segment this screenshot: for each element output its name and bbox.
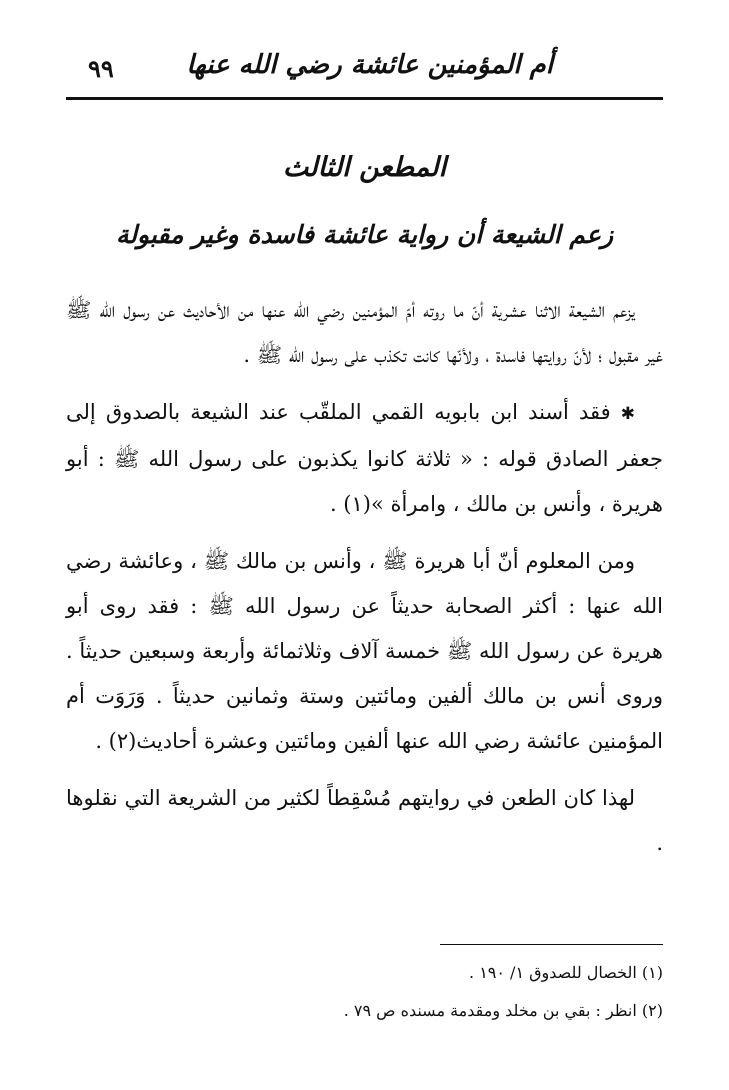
paragraph-2-text: فقد أسند ابن بابويه القمي الملقّب عند الشيعة بالصدوق إلى جعفر الصادق قوله : « ثلاثة كانوا يكذبون على رسول الله ﷺ : أبو هريرة ، وأنس بن مالك ، وامرأة »(١) . (66, 400, 663, 516)
section-heading: المطعن الثالث (282, 152, 447, 183)
paragraph-3: ومن المعلوم أنّ أبا هريرة ﷺ ، وأنس بن مالك ﷺ ، وعائشة رضي الله عنها : أكثر الصحابة حديثاً عن رسول الله ﷺ : فقد روى أبو هريرة عن رسول الله ﷺ خمسة آلاف وثلاثمائة وأربعة وسبعين حديثاً . وروى أنس بن مالك ألفين ومائتين وستة وثمانين حديثاً . وَرَوَت أم المؤمنين عائشة رضي الله عنها ألفين ومائتين وعشرة أحاديث(٢) . (66, 549, 663, 753)
page-number: ٩٩ (88, 54, 114, 83)
footnote-rule (440, 944, 663, 945)
paragraph-4: لهذا كان الطعن في روايتهم مُسْقِطاً لكثير من الشريعة التي نقلوها . (66, 786, 663, 855)
paragraph-2 (66, 390, 663, 527)
bullet-star-icon: ✱ (620, 404, 635, 424)
footnote-2: (٢) انظر : بقي بن مخلد ومقدمة مسنده ص ٧٩ . (343, 1001, 663, 1020)
body-text (66, 288, 663, 878)
running-title: أم المؤمنين عائشة رضي الله عنها (186, 50, 553, 80)
header-rule (66, 97, 663, 100)
section-subheading: زعم الشيعة أن رواية عائشة فاسدة وغير مقبولة (115, 220, 614, 249)
paragraph-1: يزعم الشيعة الاثنا عشرية أنّ ما روته أمّ المؤمنين رضي الله عنها من الأحاديث عن رسول الله ﷺ غير مقبول ؛ لأنّ روايتها فاسدة ، ولأنّها كانت تكذب على رسول الله ﷺ . (66, 298, 663, 367)
footnote-1: (١) الخصال للصدوق ١/ ١٩٠ . (469, 963, 663, 982)
page-header (66, 40, 663, 92)
footnotes (66, 954, 663, 1030)
